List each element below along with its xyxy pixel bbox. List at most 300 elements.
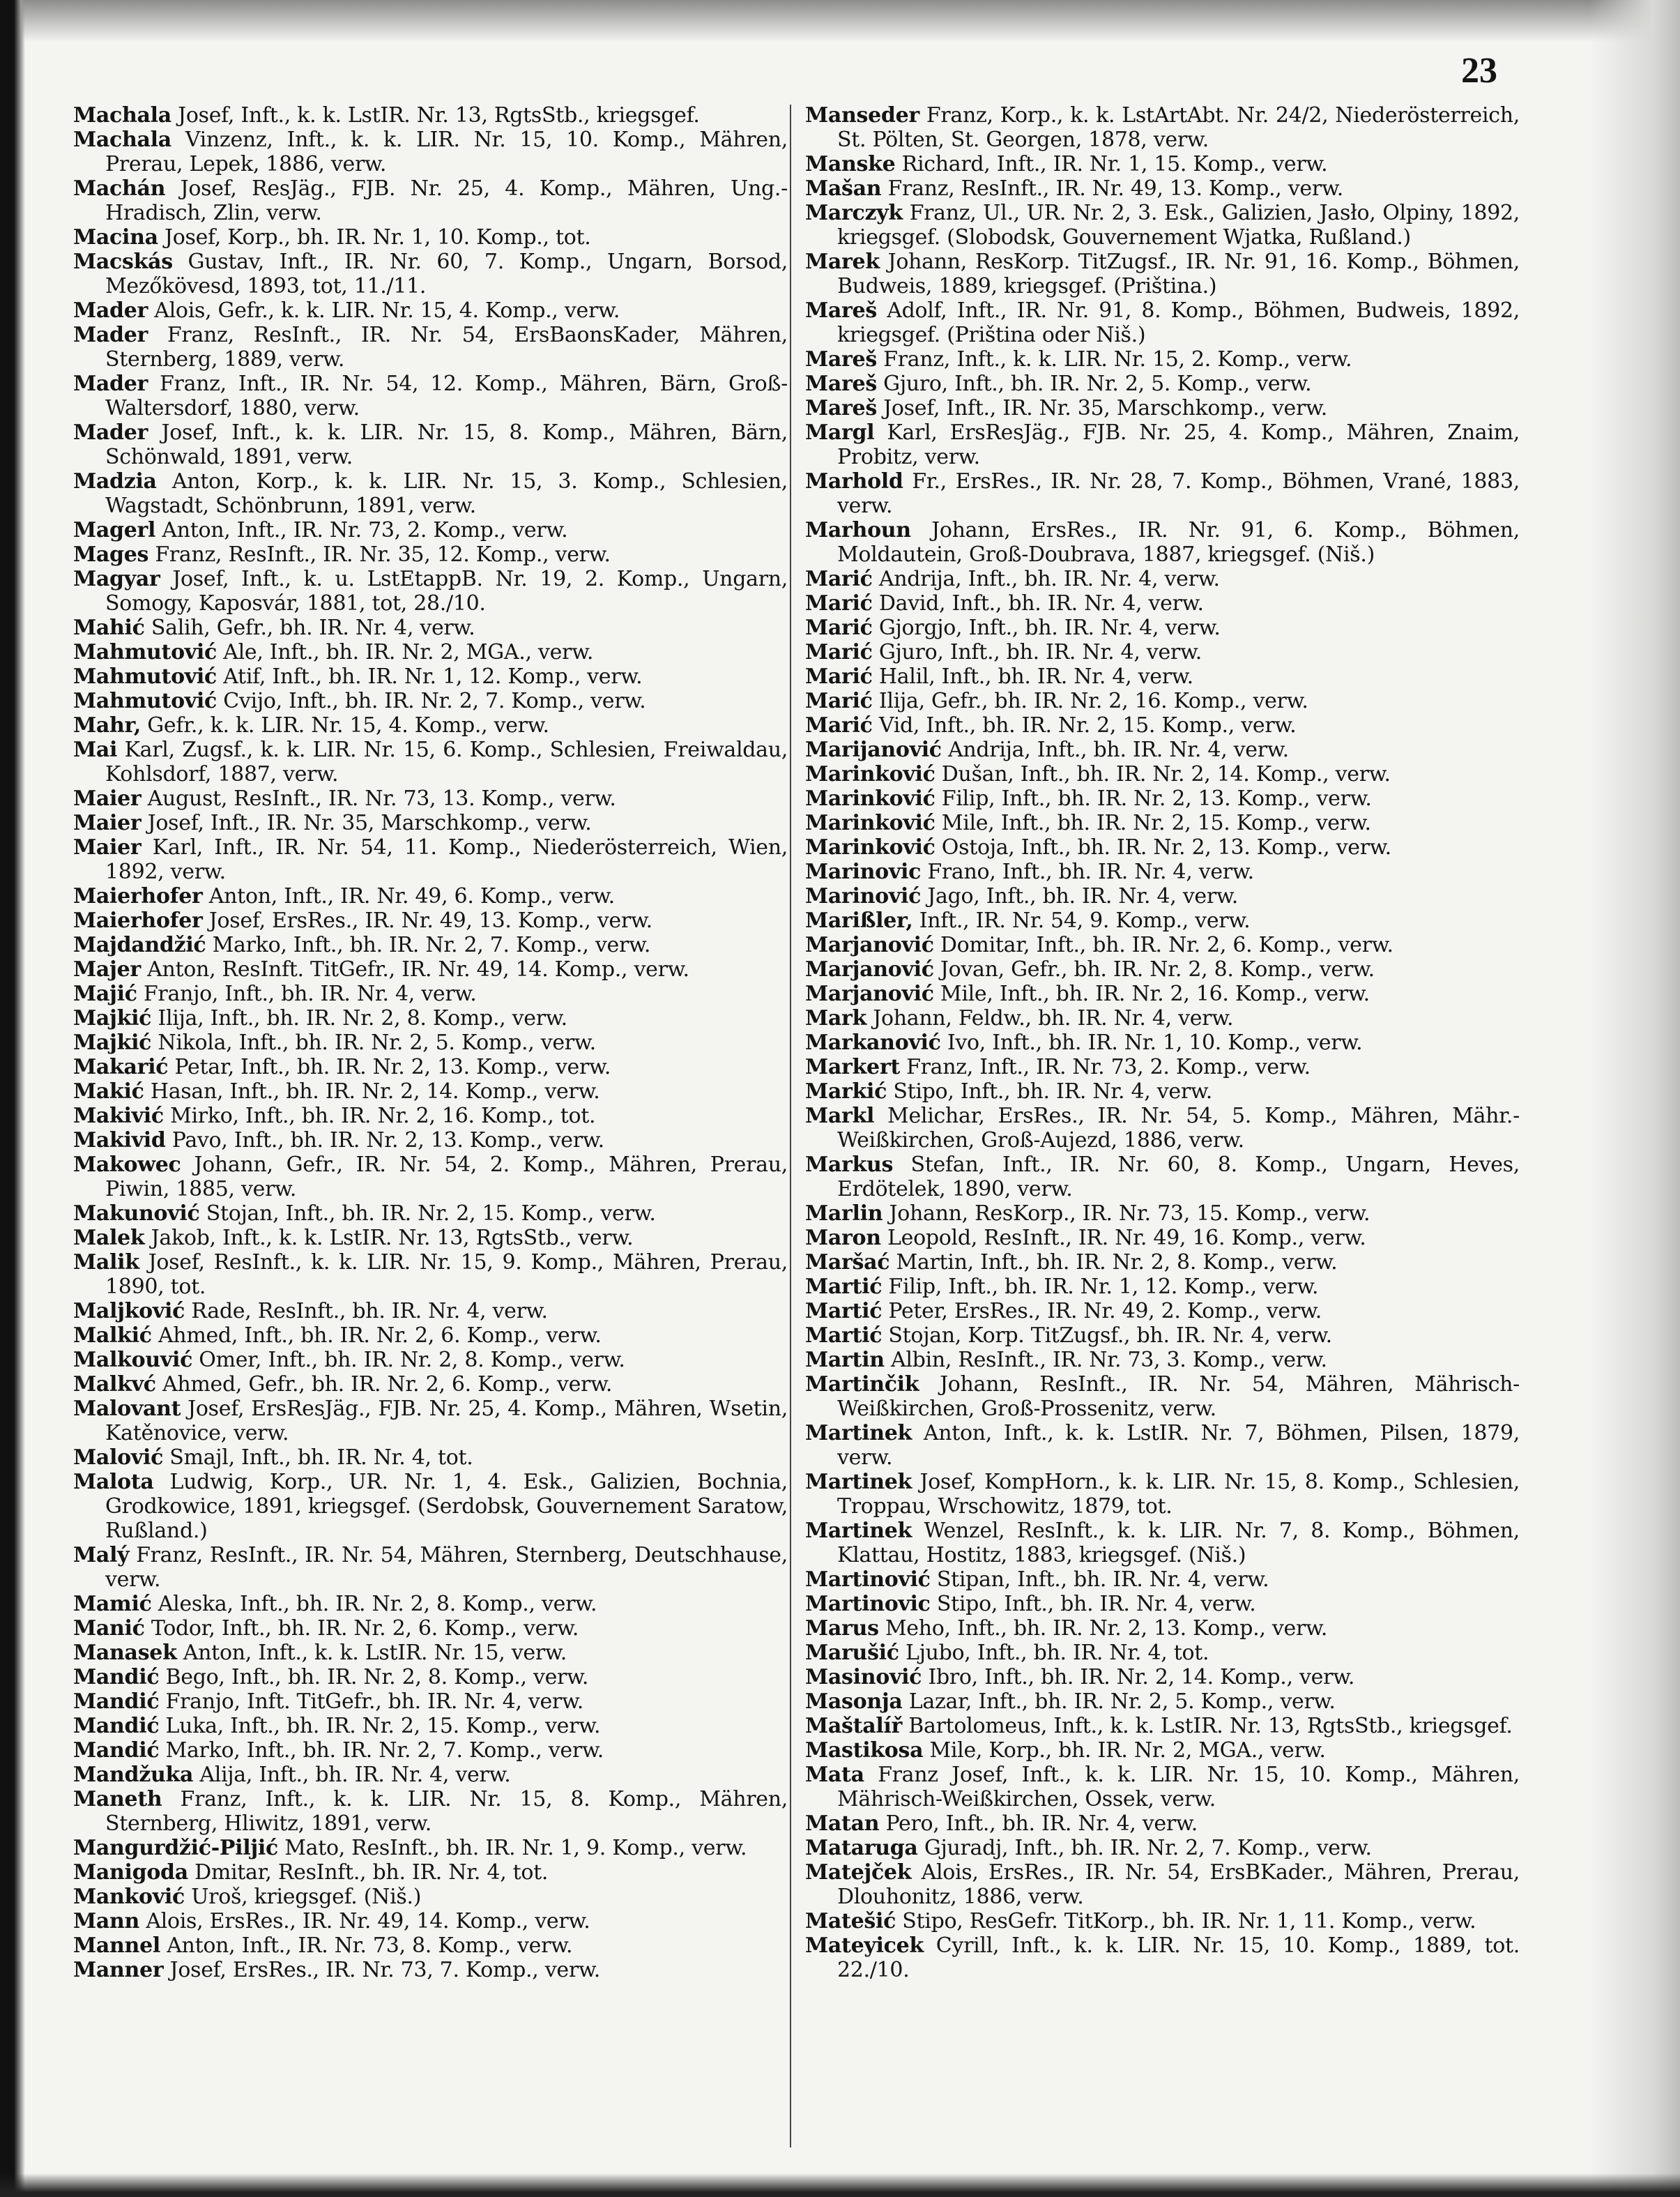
surname: Malý <box>73 1543 130 1567</box>
surname: Makivić <box>73 1104 164 1128</box>
entry-details: Stojan, Inft., bh. IR. Nr. 2, 15. Komp., verw. <box>199 1201 656 1226</box>
surname: Markl <box>805 1104 875 1128</box>
casualty-entry <box>73 1763 788 1787</box>
entry-details: Wenzel, ResInft., k. k. LIR. Nr. 7, 8. Komp., Böhmen, Klattau, Hostitz, 1883, kriegsgef. (Niš.) <box>837 1519 1520 1567</box>
entry-details: Marko, Inft., bh. IR. Nr. 2, 7. Komp., verw. <box>206 933 651 957</box>
entry-details: Alois, ErsRes., IR. Nr. 54, ErsBKader., Mähren, Prerau, Dlouhonitz, 1886, verw. <box>837 1860 1520 1909</box>
entry-details: Franz, Inft., k. k. LIR. Nr. 15, 8. Komp., Mähren, Sternberg, Hliwitz, 1891, verw. <box>105 1787 788 1836</box>
entry-details: Josef, Inft., k. k. LIR. Nr. 15, 8. Komp., Mähren, Bärn, Schönwald, 1891, verw. <box>105 420 788 469</box>
casualty-entry <box>805 664 1520 689</box>
casualty-entry <box>73 1665 788 1689</box>
casualty-entry <box>73 1372 788 1397</box>
entry-details: Josef, Korp., bh. IR. Nr. 1, 10. Komp., tot. <box>158 225 591 250</box>
entry-details: Stojan, Korp. TitZugsf., bh. IR. Nr. 4, verw. <box>882 1323 1332 1348</box>
casualty-entry <box>805 1250 1520 1275</box>
surname: Mareš <box>805 372 877 396</box>
casualty-entry <box>73 1787 788 1836</box>
surname: Maneth <box>73 1787 162 1811</box>
entry-details: Omer, Inft., bh. IR. Nr. 2, 8. Komp., verw. <box>192 1348 625 1372</box>
entry-details: Gjuro, Inft., bh. IR. Nr. 4, verw. <box>872 640 1202 664</box>
entry-details: Ivo, Inft., bh. IR. Nr. 1, 10. Komp., verw. <box>940 1031 1363 1055</box>
entry-details: Albin, ResInft., IR. Nr. 73, 3. Komp., verw. <box>884 1348 1327 1372</box>
entry-details: Josef, Inft., k. k. LstIR. Nr. 13, RgtsStb., kriegsgef. <box>171 103 700 128</box>
entry-details: Anton, Korp., k. k. LIR. Nr. 15, 3. Komp., Schlesien, Wagstadt, Schönbrunn, 1891, verw. <box>105 469 788 518</box>
casualty-entry <box>805 152 1520 176</box>
entry-details: Bego, Inft., bh. IR. Nr. 2, 8. Komp., verw. <box>159 1665 589 1689</box>
surname: Marinovic <box>805 860 922 884</box>
casualty-entry <box>805 1275 1520 1299</box>
surname: Maierhofer <box>73 909 203 933</box>
casualty-entry <box>73 1714 788 1738</box>
casualty-entry <box>805 1811 1520 1836</box>
surname: Malovant <box>73 1397 181 1421</box>
surname: Manske <box>805 152 896 176</box>
surname: Maršać <box>805 1250 890 1275</box>
entry-details: Atif, Inft., bh. IR. Nr. 1, 12. Komp., verw. <box>216 664 643 689</box>
entry-details: Stipo, ResGefr. TitKorp., bh. IR. Nr. 1, 11. Komp., verw. <box>896 1909 1476 1933</box>
surname: Mahr, <box>73 713 142 738</box>
surname: Malkvć <box>73 1372 156 1397</box>
entry-details: Gefr., k. k. LIR. Nr. 15, 4. Komp., verw. <box>141 713 549 738</box>
entry-details: Josef, ResInft., k. k. LIR. Nr. 15, 9. Komp., Mähren, Prerau, 1890, tot. <box>105 1250 788 1299</box>
surname: Mareš <box>805 347 877 372</box>
surname: Matešić <box>805 1909 896 1933</box>
casualty-entry <box>805 640 1520 664</box>
surname: Magerl <box>73 518 156 542</box>
casualty-entry <box>73 298 788 323</box>
casualty-entry <box>73 567 788 616</box>
casualty-entry <box>805 1689 1520 1714</box>
casualty-entry <box>73 1104 788 1128</box>
surname: Makarić <box>73 1055 169 1079</box>
surname: Manić <box>73 1616 145 1641</box>
entry-details: Pavo, Inft., bh. IR. Nr. 2, 13. Komp., verw. <box>165 1128 604 1153</box>
surname: Malota <box>73 1470 154 1494</box>
casualty-entry <box>805 982 1520 1006</box>
casualty-entry <box>805 103 1520 152</box>
casualty-entry <box>805 176 1520 201</box>
entry-details: Stipo, Inft., bh. IR. Nr. 4, verw. <box>930 1592 1256 1616</box>
entry-details: Franz, Inft., IR. Nr. 54, 12. Komp., Mähren, Bärn, Groß-Waltersdorf, 1880, verw. <box>105 372 788 420</box>
casualty-entry <box>73 1153 788 1201</box>
entry-details: Fr., ErsRes., IR. Nr. 28, 7. Komp., Böhmen, Vrané, 1883, verw. <box>837 469 1520 518</box>
surname: Madzia <box>73 469 157 494</box>
casualty-entry <box>73 1860 788 1885</box>
surname: Marić <box>805 640 873 664</box>
entry-details: Anton, Inft., IR. Nr. 73, 8. Komp., verw. <box>160 1933 573 1958</box>
casualty-entry <box>805 957 1520 982</box>
casualty-entry <box>73 1323 788 1348</box>
entry-details: Ostoja, Inft., bh. IR. Nr. 2, 13. Komp., verw. <box>935 835 1391 860</box>
entry-details: Dušan, Inft., bh. IR. Nr. 2, 14. Komp., verw. <box>935 762 1391 786</box>
surname: Mamić <box>73 1592 152 1616</box>
entry-details: Pero, Inft., bh. IR. Nr. 4, verw. <box>879 1811 1198 1836</box>
entry-details: Halil, Inft., bh. IR. Nr. 4, verw. <box>872 664 1193 689</box>
entry-details: Meho, Inft., bh. IR. Nr. 2, 13. Komp., verw. <box>878 1616 1328 1641</box>
casualty-entry <box>73 884 788 909</box>
entry-details: Vinzenz, Inft., k. k. LIR. Nr. 15, 10. Komp., Mähren, Prerau, Lepek, 1886, verw. <box>105 128 788 176</box>
entry-details: Smajl, Inft., bh. IR. Nr. 4, tot. <box>163 1445 473 1470</box>
surname: Mastikosa <box>805 1738 924 1763</box>
surname: Macskás <box>73 250 173 274</box>
surname: Martić <box>805 1299 883 1323</box>
casualty-entry <box>805 420 1520 469</box>
casualty-entry <box>805 1592 1520 1616</box>
casualty-entry <box>73 811 788 835</box>
surname: Matan <box>805 1811 880 1836</box>
entry-details: Luka, Inft., bh. IR. Nr. 2, 15. Komp., verw. <box>159 1714 601 1738</box>
casualty-entry <box>805 713 1520 738</box>
entry-details: Inft., IR. Nr. 54, 9. Komp., verw. <box>912 909 1251 933</box>
surname: Marißler, <box>805 909 913 933</box>
entry-details: Gustav, Inft., IR. Nr. 60, 7. Komp., Ungarn, Borsod, Mezőkövesd, 1893, tot, 11./11. <box>105 250 788 298</box>
casualty-entry <box>805 1933 1520 1982</box>
entry-details: Ale, Inft., bh. IR. Nr. 2, MGA., verw. <box>216 640 594 664</box>
casualty-entry <box>805 933 1520 957</box>
surname: Markert <box>805 1055 900 1079</box>
casualty-entry <box>805 1031 1520 1055</box>
entry-details: Gjorgjo, Inft., bh. IR. Nr. 4, verw. <box>872 616 1221 640</box>
entry-details: Anton, Inft., IR. Nr. 49, 6. Komp., verw. <box>202 884 615 909</box>
entry-details: Anton, Inft., k. k. LstIR. Nr. 7, Böhmen, Pilsen, 1879, verw. <box>837 1421 1520 1470</box>
casualty-entry <box>805 860 1520 884</box>
casualty-entry <box>73 1738 788 1763</box>
casualty-entry <box>73 250 788 298</box>
surname: Markanović <box>805 1031 941 1055</box>
surname: Mandžuka <box>73 1763 194 1787</box>
casualty-entry <box>73 372 788 420</box>
entry-details: Johann, Gefr., IR. Nr. 54, 2. Komp., Mähren, Prerau, Piwin, 1885, verw. <box>105 1153 788 1201</box>
entry-details: Josef, ErsRes., IR. Nr. 49, 13. Komp., verw. <box>202 909 652 933</box>
entry-details: Lazar, Inft., bh. IR. Nr. 2, 5. Komp., verw. <box>902 1689 1336 1714</box>
surname: Mahmutović <box>73 664 217 689</box>
casualty-entry <box>73 225 788 250</box>
casualty-entry <box>805 616 1520 640</box>
entry-details: Stipan, Inft., bh. IR. Nr. 4, verw. <box>930 1567 1269 1592</box>
casualty-entry <box>805 738 1520 762</box>
surname: Mašan <box>805 176 882 201</box>
surname: Majkić <box>73 1006 152 1031</box>
casualty-entry <box>805 372 1520 396</box>
entry-details: Frano, Inft., bh. IR. Nr. 4, verw. <box>921 860 1254 884</box>
casualty-entry <box>73 1885 788 1909</box>
entry-details: Mile, Korp., bh. IR. Nr. 2, MGA., verw. <box>923 1738 1326 1763</box>
entry-details: Josef, Inft., IR. Nr. 35, Marschkomp., verw. <box>876 396 1328 420</box>
entry-details: Andrija, Inft., bh. IR. Nr. 4, verw. <box>941 738 1289 762</box>
surname: Marić <box>805 567 873 591</box>
entry-details: Josef, ErsResJäg., FJB. Nr. 25, 4. Komp., Mähren, Wsetin, Katěnovice, verw. <box>105 1397 788 1445</box>
entry-details: Mile, Inft., bh. IR. Nr. 2, 15. Komp., verw. <box>935 811 1371 835</box>
entry-details: Anton, ResInft. TitGefr., IR. Nr. 49, 14. Komp., verw. <box>140 957 689 982</box>
casualty-entry <box>805 1641 1520 1665</box>
casualty-entry <box>805 1714 1520 1738</box>
casualty-entry <box>73 1079 788 1104</box>
entry-details: Karl, ErsResJäg., FJB. Nr. 25, 4. Komp., Mähren, Znaim, Probitz, verw. <box>837 420 1520 469</box>
casualty-entry <box>805 1616 1520 1641</box>
surname: Makić <box>73 1079 144 1104</box>
casualty-entry <box>805 396 1520 420</box>
casualty-entry <box>73 1055 788 1079</box>
surname: Marinković <box>805 835 936 860</box>
casualty-entry <box>73 1031 788 1055</box>
entry-details: Franz, ResInft., IR. Nr. 35, 12. Komp., verw. <box>148 542 611 567</box>
surname: Margl <box>805 420 875 445</box>
scan-shadow-top <box>0 0 1680 42</box>
entry-details: Franz, ResInft., IR. Nr. 54, ErsBaonsKader, Mähren, Sternberg, 1889, verw. <box>105 323 788 372</box>
casualty-entry <box>73 909 788 933</box>
casualty-entry <box>73 1470 788 1543</box>
surname: Markus <box>805 1153 894 1177</box>
casualty-entry <box>805 1470 1520 1519</box>
casualty-entry <box>805 835 1520 860</box>
casualty-entry <box>73 1543 788 1592</box>
surname: Mahić <box>73 616 145 640</box>
casualty-entry <box>805 811 1520 835</box>
surname: Martinek <box>805 1421 912 1445</box>
surname: Manseder <box>805 103 919 128</box>
surname: Martinek <box>805 1470 912 1494</box>
surname: Marhoun <box>805 518 911 542</box>
casualty-entry <box>805 518 1520 567</box>
surname: Marinković <box>805 762 936 786</box>
entry-details: Cvijo, Inft., bh. IR. Nr. 2, 7. Komp., verw. <box>216 689 646 713</box>
surname: Mahmutović <box>73 689 217 713</box>
surname: Majkić <box>73 1031 152 1055</box>
column-divider <box>790 105 791 2147</box>
entry-details: Filip, Inft., bh. IR. Nr. 1, 12. Komp., verw. <box>882 1275 1319 1299</box>
entry-details: Alois, ErsRes., IR. Nr. 49, 14. Komp., verw. <box>139 1909 590 1933</box>
surname: Marić <box>805 689 873 713</box>
casualty-entry <box>73 957 788 982</box>
entry-details: Jago, Inft., bh. IR. Nr. 4, verw. <box>921 884 1238 909</box>
surname: Maier <box>73 835 142 860</box>
scan-shadow-left <box>0 0 25 2197</box>
surname: Marczyk <box>805 201 903 225</box>
casualty-entry <box>805 1519 1520 1567</box>
surname: Marek <box>805 250 880 274</box>
surname: Malek <box>73 1226 145 1250</box>
surname: Machán <box>73 176 166 201</box>
casualty-entry <box>73 640 788 664</box>
surname: Majdandžić <box>73 933 206 957</box>
surname: Machala <box>73 103 171 128</box>
surname: Mader <box>73 298 148 323</box>
entry-details: Johann, ResKorp. TitZugsf., IR. Nr. 91, 16. Komp., Böhmen, Budweis, 1889, kriegsgef. (Priština.) <box>837 250 1520 298</box>
surname: Mann <box>73 1909 140 1933</box>
casualty-entry <box>805 567 1520 591</box>
casualty-entry <box>805 201 1520 250</box>
casualty-entry <box>73 664 788 689</box>
surname: Marušić <box>805 1641 899 1665</box>
casualty-entry <box>805 250 1520 298</box>
casualty-entry <box>73 420 788 469</box>
entry-details: Ibro, Inft., bh. IR. Nr. 2, 14. Komp., verw. <box>922 1665 1355 1689</box>
casualty-entry <box>73 323 788 372</box>
surname: Maier <box>73 786 142 811</box>
casualty-entry <box>805 1055 1520 1079</box>
surname: Marlin <box>805 1201 883 1226</box>
entry-details: Jakob, Inft., k. k. LstIR. Nr. 13, RgtsStb., verw. <box>144 1226 634 1250</box>
surname: Martin <box>805 1348 885 1372</box>
entry-details: Dmitar, ResInft., bh. IR. Nr. 4, tot. <box>188 1860 549 1885</box>
casualty-entry <box>805 1860 1520 1909</box>
casualty-entry <box>805 1372 1520 1421</box>
casualty-entry <box>805 1665 1520 1689</box>
entry-details: Petar, Inft., bh. IR. Nr. 2, 13. Komp., verw. <box>168 1055 611 1079</box>
entry-details: Karl, Zugsf., k. k. LIR. Nr. 15, 6. Komp., Schlesien, Freiwaldau, Kohlsdorf, 1887, verw. <box>105 738 788 786</box>
surname: Maljković <box>73 1299 185 1323</box>
entry-details: Josef, ErsRes., IR. Nr. 73, 7. Komp., verw. <box>163 1958 600 1982</box>
entry-details: Franjo, Inft. TitGefr., bh. IR. Nr. 4, verw. <box>159 1689 584 1714</box>
surname: Martinek <box>805 1519 912 1543</box>
entry-details: Leopold, ResInft., IR. Nr. 49, 16. Komp., verw. <box>880 1226 1366 1250</box>
casualty-entry <box>73 713 788 738</box>
surname: Marinović <box>805 884 922 909</box>
casualty-entry <box>73 1909 788 1933</box>
casualty-entry <box>73 518 788 542</box>
casualty-entry <box>73 835 788 884</box>
surname: Makunović <box>73 1201 200 1226</box>
casualty-entry <box>73 1128 788 1153</box>
surname: Marjanović <box>805 933 934 957</box>
entry-details: Gjuro, Inft., bh. IR. Nr. 2, 5. Komp., verw. <box>876 372 1312 396</box>
entry-details: Uroš, kriegsgef. (Niš.) <box>184 1885 422 1909</box>
casualty-entry <box>73 1226 788 1250</box>
surname: Mark <box>805 1006 867 1031</box>
surname: Mateyicek <box>805 1933 924 1958</box>
surname: Magyar <box>73 567 160 591</box>
entry-details: Ilija, Inft., bh. IR. Nr. 2, 8. Komp., verw. <box>151 1006 567 1031</box>
surname: Marijanović <box>805 738 942 762</box>
surname: Martinovic <box>805 1592 931 1616</box>
casualty-entry <box>73 1592 788 1616</box>
surname: Mataruga <box>805 1836 918 1860</box>
entry-details: Franz Josef, Inft., k. k. LIR. Nr. 15, 10. Komp., Mähren, Mährisch-Weißkirchen, Ossek, verw. <box>837 1763 1520 1811</box>
surname: Makowec <box>73 1153 181 1177</box>
entry-details: Josef, KompHorn., k. k. LIR. Nr. 15, 8. Komp., Schlesien, Troppau, Wrschowitz, 1879, tot. <box>837 1470 1520 1519</box>
page-number: 23 <box>1461 51 1497 91</box>
entry-details: Ahmed, Inft., bh. IR. Nr. 2, 6. Komp., verw. <box>151 1323 602 1348</box>
surname: Manigoda <box>73 1860 188 1885</box>
casualty-entry <box>73 1958 788 1982</box>
surname: Majer <box>73 957 141 982</box>
casualty-entry <box>805 786 1520 811</box>
surname: Mangurdžić-Piljić <box>73 1836 278 1860</box>
surname: Macina <box>73 225 158 250</box>
entry-details: Gjuradj, Inft., bh. IR. Nr. 2, 7. Komp., verw. <box>917 1836 1372 1860</box>
casualty-entry <box>73 128 788 176</box>
surname: Marić <box>805 713 873 738</box>
surname: Mandić <box>73 1738 160 1763</box>
surname: Malkić <box>73 1323 152 1348</box>
casualty-entry <box>73 1836 788 1860</box>
casualty-entry <box>805 1079 1520 1104</box>
surname: Mahmutović <box>73 640 217 664</box>
casualty-entry <box>73 616 788 640</box>
surname: Mages <box>73 542 149 567</box>
surname: Malik <box>73 1250 139 1275</box>
entry-details: Andrija, Inft., bh. IR. Nr. 4, verw. <box>872 567 1220 591</box>
entry-details: Jovan, Gefr., bh. IR. Nr. 2, 8. Komp., verw. <box>933 957 1375 982</box>
entry-details: Nikola, Inft., bh. IR. Nr. 2, 5. Komp., verw. <box>151 1031 596 1055</box>
surname: Mannel <box>73 1933 160 1958</box>
entry-details: Josef, Inft., k. u. LstEtappB. Nr. 19, 2. Komp., Ungarn, Somogy, Kaposvár, 1881, tot, 28./10. <box>105 567 788 616</box>
casualty-entry <box>73 1348 788 1372</box>
surname: Malović <box>73 1445 164 1470</box>
surname: Manner <box>73 1958 164 1982</box>
casualty-entry <box>805 762 1520 786</box>
casualty-entry <box>805 347 1520 372</box>
surname: Masinović <box>805 1665 922 1689</box>
surname: Marjanović <box>805 957 934 982</box>
surname: Marić <box>805 616 873 640</box>
casualty-entry <box>805 1104 1520 1153</box>
casualty-entry <box>805 1421 1520 1470</box>
entry-details: Hasan, Inft., bh. IR. Nr. 2, 14. Komp., verw. <box>144 1079 600 1104</box>
surname: Mader <box>73 372 148 396</box>
casualty-entry <box>73 103 788 128</box>
entry-details: Franz, ResInft., IR. Nr. 54, Mähren, Sternberg, Deutschhause, verw. <box>105 1543 788 1592</box>
entry-details: Aleska, Inft., bh. IR. Nr. 2, 8. Komp., verw. <box>151 1592 597 1616</box>
surname: Mandić <box>73 1665 160 1689</box>
entry-details: Vid, Inft., bh. IR. Nr. 2, 15. Komp., verw. <box>872 713 1297 738</box>
surname: Maierhofer <box>73 884 203 909</box>
right-column <box>805 103 1520 1982</box>
entry-details: Johann, Feldw., bh. IR. Nr. 4, verw. <box>866 1006 1234 1031</box>
casualty-entry <box>805 1323 1520 1348</box>
casualty-entry <box>805 1836 1520 1860</box>
surname: Mata <box>805 1763 864 1787</box>
entry-details: Ahmed, Gefr., bh. IR. Nr. 2, 6. Komp., verw. <box>155 1372 613 1397</box>
casualty-entry <box>805 884 1520 909</box>
entry-details: Mirko, Inft., bh. IR. Nr. 2, 16. Komp., tot. <box>163 1104 596 1128</box>
entry-details: Alija, Inft., bh. IR. Nr. 4, verw. <box>193 1763 511 1787</box>
surname: Marinković <box>805 786 936 811</box>
surname: Martić <box>805 1323 883 1348</box>
casualty-entry <box>805 1299 1520 1323</box>
casualty-entry <box>805 298 1520 347</box>
casualty-entry <box>73 1201 788 1226</box>
surname: Masonja <box>805 1689 903 1714</box>
entry-details: Salih, Gefr., bh. IR. Nr. 4, verw. <box>144 616 475 640</box>
casualty-entry <box>73 1616 788 1641</box>
entry-details: Johann, ResInft., IR. Nr. 54, Mähren, Mährisch-Weißkirchen, Groß-Prossenitz, verw. <box>837 1372 1520 1421</box>
surname: Martinović <box>805 1567 931 1592</box>
entry-details: Todor, Inft., bh. IR. Nr. 2, 6. Komp., verw. <box>144 1616 579 1641</box>
casualty-entry <box>805 1201 1520 1226</box>
surname: Marus <box>805 1616 879 1641</box>
entry-details: Richard, Inft., IR. Nr. 1, 15. Komp., verw. <box>895 152 1328 176</box>
surname: Mandić <box>73 1714 160 1738</box>
surname: Martinčik <box>805 1372 919 1397</box>
entry-details: Mile, Inft., bh. IR. Nr. 2, 16. Komp., verw. <box>933 982 1370 1006</box>
left-column <box>73 103 788 1982</box>
entry-details: Ilija, Gefr., bh. IR. Nr. 2, 16. Komp., verw. <box>872 689 1308 713</box>
entry-details: David, Inft., bh. IR. Nr. 4, verw. <box>872 591 1204 616</box>
surname: Malkouvić <box>73 1348 193 1372</box>
casualty-entry <box>73 542 788 567</box>
entry-details: Ludwig, Korp., UR. Nr. 1, 4. Esk., Galizien, Bochnia, Grodkowice, 1891, kriegsgef. (Serdobsk, Gouvernement Saratow, Rußland.) <box>105 1470 788 1543</box>
casualty-entry <box>73 786 788 811</box>
entry-details: Josef, Inft., IR. Nr. 35, Marschkomp., verw. <box>141 811 592 835</box>
surname: Makivid <box>73 1128 166 1153</box>
casualty-entry <box>73 1689 788 1714</box>
entry-details: Josef, ResJäg., FJB. Nr. 25, 4. Komp., Mähren, Ung.-Hradisch, Zlin, verw. <box>105 176 788 225</box>
entry-details: Anton, Inft., IR. Nr. 73, 2. Komp., verw. <box>155 518 568 542</box>
surname: Majić <box>73 982 137 1006</box>
surname: Marić <box>805 664 873 689</box>
scan-shadow-bottom <box>0 2173 1680 2197</box>
